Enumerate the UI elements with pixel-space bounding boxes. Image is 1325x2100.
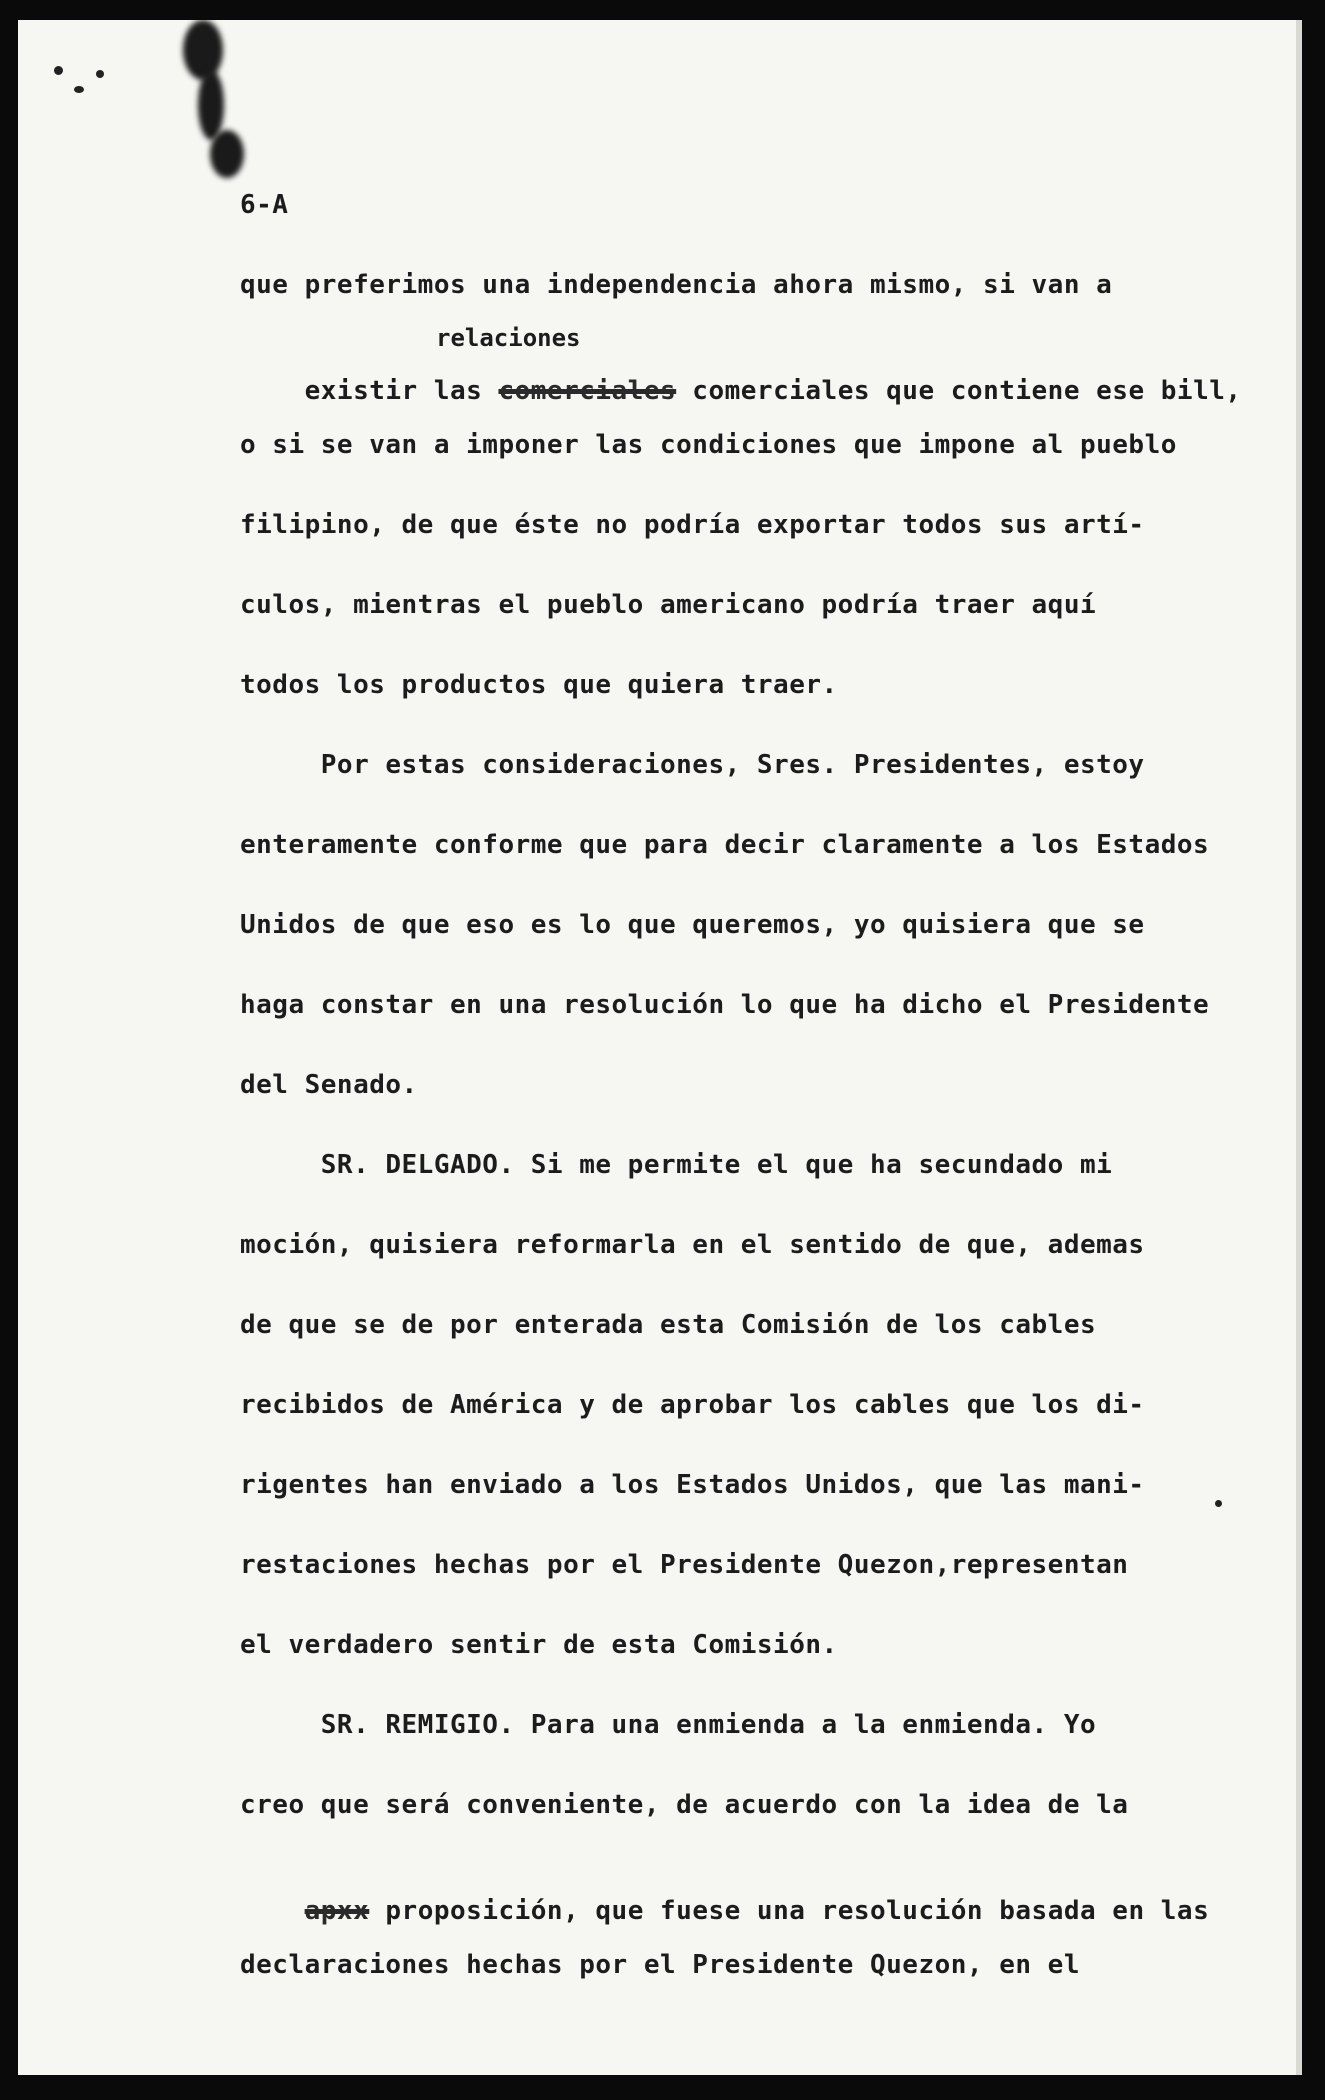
text-line: SR. REMIGIO. Para una enmienda a la enmienda. Yo xyxy=(240,1710,1097,1740)
handwritten-insertion: relaciones xyxy=(436,324,581,352)
punch-mark xyxy=(96,70,104,78)
struck-word: apxx xyxy=(304,1896,370,1926)
text-segment: proposición, que fuese una resolución basada en las xyxy=(369,1896,1210,1926)
text-line: declaraciones hechas por el Presidente Quezon, en el xyxy=(240,1950,1080,1980)
text-segment: existir las xyxy=(304,376,499,406)
page-number: 6-A xyxy=(240,190,289,220)
punch-mark xyxy=(54,66,63,75)
text-line: Por estas consideraciones, Sres. Presidentes, estoy xyxy=(240,750,1145,780)
text-line: que preferimos una independencia ahora mismo, si van a xyxy=(240,270,1113,300)
text-line: o si se van a imponer las condiciones que impone al pueblo xyxy=(240,430,1177,460)
text-line: rigentes han enviado a los Estados Unidos, que las mani- xyxy=(240,1470,1145,1500)
text-line: todos los productos que quiera traer. xyxy=(240,670,838,700)
text-line: recibidos de América y de aprobar los cables que los di- xyxy=(240,1390,1145,1420)
struck-word: comerciales xyxy=(498,376,677,406)
text-line-with-strikeout xyxy=(240,1872,1209,1950)
ink-smudge xyxy=(198,70,224,140)
text-segment: comerciales que contiene ese bill, xyxy=(676,376,1242,406)
ink-smudge xyxy=(210,130,244,178)
text-line-with-strikeout xyxy=(240,352,1242,430)
text-line: el verdadero sentir de esta Comisión. xyxy=(240,1630,838,1660)
text-line: enteramente conforme que para decir claramente a los Estados xyxy=(240,830,1210,860)
text-line: del Senado. xyxy=(240,1070,418,1100)
text-line: creo que será conveniente, de acuerdo con la idea de la xyxy=(240,1790,1129,1820)
text-line: moción, quisiera reformarla en el sentido de que, ademas xyxy=(240,1230,1145,1260)
text-line: haga constar en una resolución lo que ha dicho el Presidente xyxy=(240,990,1210,1020)
punch-mark xyxy=(74,86,84,93)
ink-smudge xyxy=(183,20,223,80)
text-line: restaciones hechas por el Presidente Quezon,representan xyxy=(240,1550,1129,1580)
text-line: filipino, de que éste no podría exportar todos sus artí- xyxy=(240,510,1145,540)
text-line: Unidos de que eso es lo que queremos, yo quisiera que se xyxy=(240,910,1145,940)
text-line: SR. DELGADO. Si me permite el que ha secundado mi xyxy=(240,1150,1113,1180)
document-page xyxy=(18,20,1302,2075)
page-edge-shadow xyxy=(1296,20,1302,2075)
stray-dot xyxy=(1215,1500,1222,1507)
text-line: de que se de por enterada esta Comisión de los cables xyxy=(240,1310,1097,1340)
text-line: culos, mientras el pueblo americano podría traer aquí xyxy=(240,590,1097,620)
